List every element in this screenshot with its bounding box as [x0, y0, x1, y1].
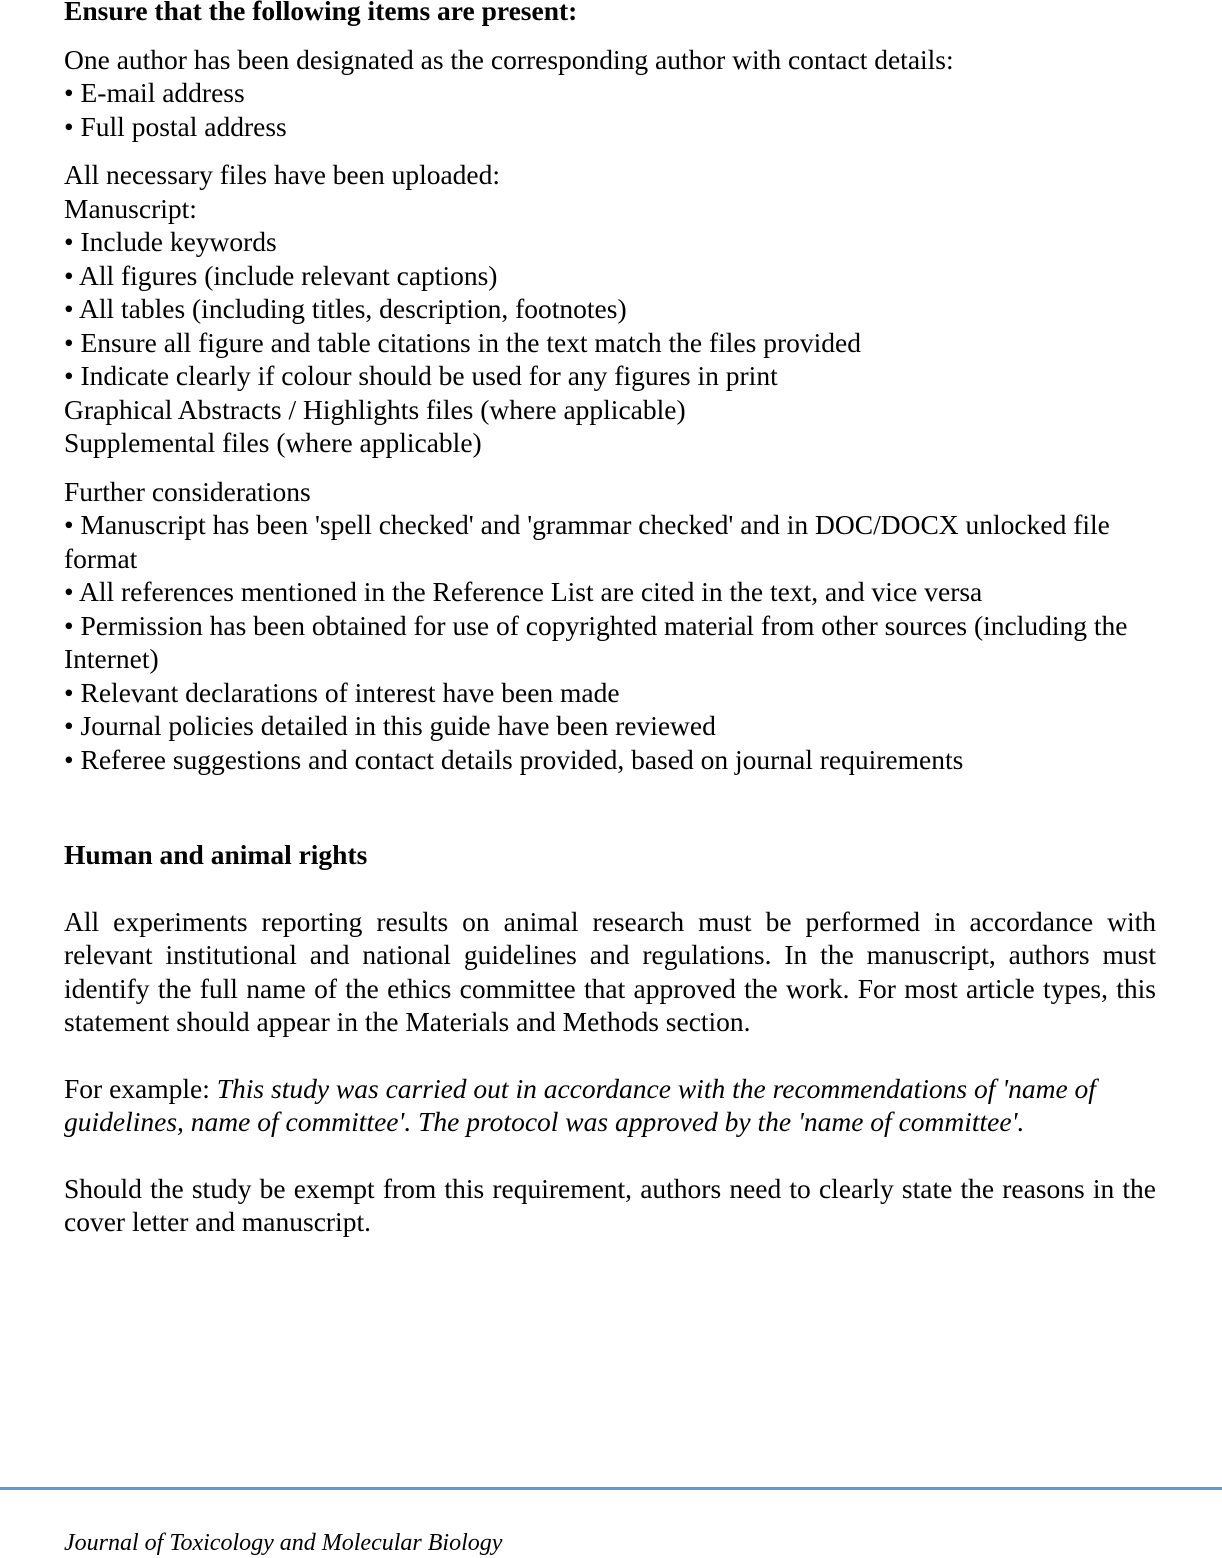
list-item: • Indicate clearly if colour should be used for any figures in print [64, 360, 778, 391]
list-item: • Ensure all figure and table citations in the text match the files provided [64, 326, 861, 358]
list-item: • Journal policies detailed in this guide have been reviewed [64, 710, 716, 741]
exemption-paragraph: Should the study be exempt from this requirement, authors need to clearly state the reasons in the cover letter and manuscript. [64, 1172, 1156, 1237]
page-content [64, 0, 1156, 1239]
list-item: • Manuscript has been 'spell checked' and 'grammar checked' and in DOC/DOCX unlocked file format [64, 509, 1110, 574]
further-considerations-block [64, 475, 1156, 777]
list-item: • Relevant declarations of interest have been made [64, 676, 620, 708]
supplemental-files-line: Supplemental files (where applicable) [64, 427, 482, 458]
list-item: • Referee suggestions and contact details provided, based on journal requirements [64, 743, 964, 775]
files-intro: All necessary files have been uploaded: [64, 159, 501, 190]
footer-journal-name: Journal of Toxicology and Molecular Biology [64, 1530, 503, 1556]
footer-divider [0, 1487, 1222, 1490]
graphical-abstracts-line: Graphical Abstracts / Highlights files (where applicable) [64, 393, 686, 425]
manuscript-label: Manuscript: [64, 192, 197, 224]
corresponding-intro: One author has been designated as the corresponding author with contact details: [64, 43, 954, 75]
further-intro: Further considerations [64, 475, 311, 507]
list-item: • All tables (including titles, description, footnotes) [64, 293, 627, 324]
list-item: • E-mail address [64, 77, 245, 108]
example-paragraph [64, 1072, 1156, 1139]
list-item: • Permission has been obtained for use of copyrighted material from other sources (including the Internet) [64, 609, 1128, 674]
checklist-heading: Ensure that the following items are present: [64, 0, 578, 26]
rights-paragraph: All experiments reporting results on animal research must be performed in accordance with relevant institutional and national guidelines and regulations. In the manuscript, authors must identify the full name of the ethics committee that approved the work. For most article types, this statement should appear in the Materials and Methods section. [64, 905, 1156, 1037]
files-block [64, 158, 1156, 460]
corresponding-author-block [64, 43, 1156, 144]
example-prefix: For example: [64, 1072, 217, 1104]
list-item: • Full postal address [64, 110, 287, 142]
list-item: • Include keywords [64, 226, 277, 257]
example-statement: This study was carried out in accordance with the recommendations of 'name of guidelines, name of committee'. The protocol was approved by the 'name of committee'. [64, 1072, 1096, 1137]
list-item: • All references mentioned in the Reference List are cited in the text, and vice versa [64, 576, 983, 607]
list-item: • All figures (include relevant captions) [64, 259, 498, 291]
rights-heading: Human and animal rights [64, 839, 368, 870]
